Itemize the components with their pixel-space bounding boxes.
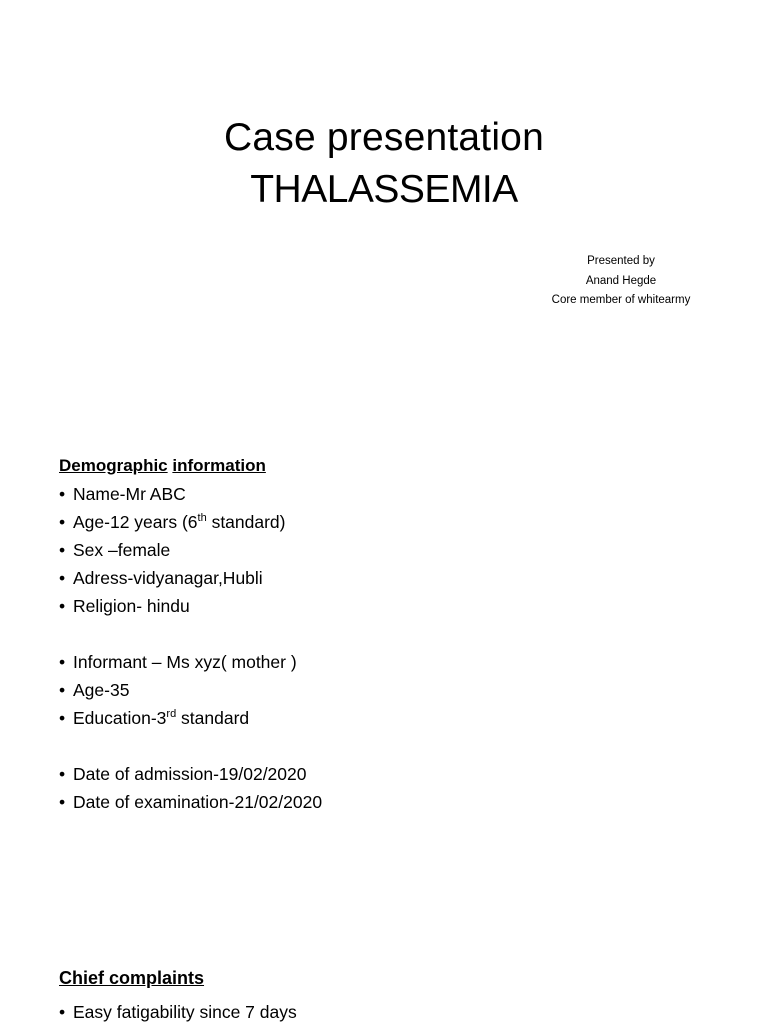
presenter-block <box>536 252 706 311</box>
list-item: • Age-35 <box>59 676 297 704</box>
list-item: • Easy fatigability since 7 days <box>59 998 297 1026</box>
demographic-heading-word2: information <box>172 456 266 475</box>
list-item: • Religion- hindu <box>59 592 286 620</box>
demographic-heading <box>59 456 266 476</box>
list-item: • Sex –female <box>59 536 286 564</box>
chief-complaints-heading: Chief complaints <box>59 968 205 988</box>
slide-subtitle: THALASSEMIA <box>250 168 518 211</box>
demographic-heading-word1: Demographic <box>59 456 168 475</box>
dates-list <box>59 760 322 816</box>
list-item: • Age-12 years (6th standard) <box>59 508 286 536</box>
list-item: • Informant – Ms xyz( mother ) <box>59 648 297 676</box>
presenter-name: Anand Hegde <box>585 274 657 287</box>
presenter-role: Core member of whitearmy <box>551 294 691 306</box>
demographic-slide <box>0 432 768 952</box>
presented-by-label: Presented by <box>587 255 655 267</box>
list-item: • Education-3rd standard <box>59 704 297 732</box>
patient-details-list <box>59 480 286 620</box>
chief-complaints-slide <box>0 952 768 1024</box>
slide-title: Case presentation <box>224 116 544 159</box>
list-item: • Date of admission-19/02/2020 <box>59 760 322 788</box>
list-item: • Name-Mr ABC <box>59 480 286 508</box>
informant-details-list <box>59 648 297 732</box>
list-item: • Adress-vidyanagar,Hubli <box>59 564 286 592</box>
title-slide <box>0 0 768 432</box>
list-item: • Date of examination-21/02/2020 <box>59 788 322 816</box>
chief-complaints-list <box>59 998 297 1026</box>
